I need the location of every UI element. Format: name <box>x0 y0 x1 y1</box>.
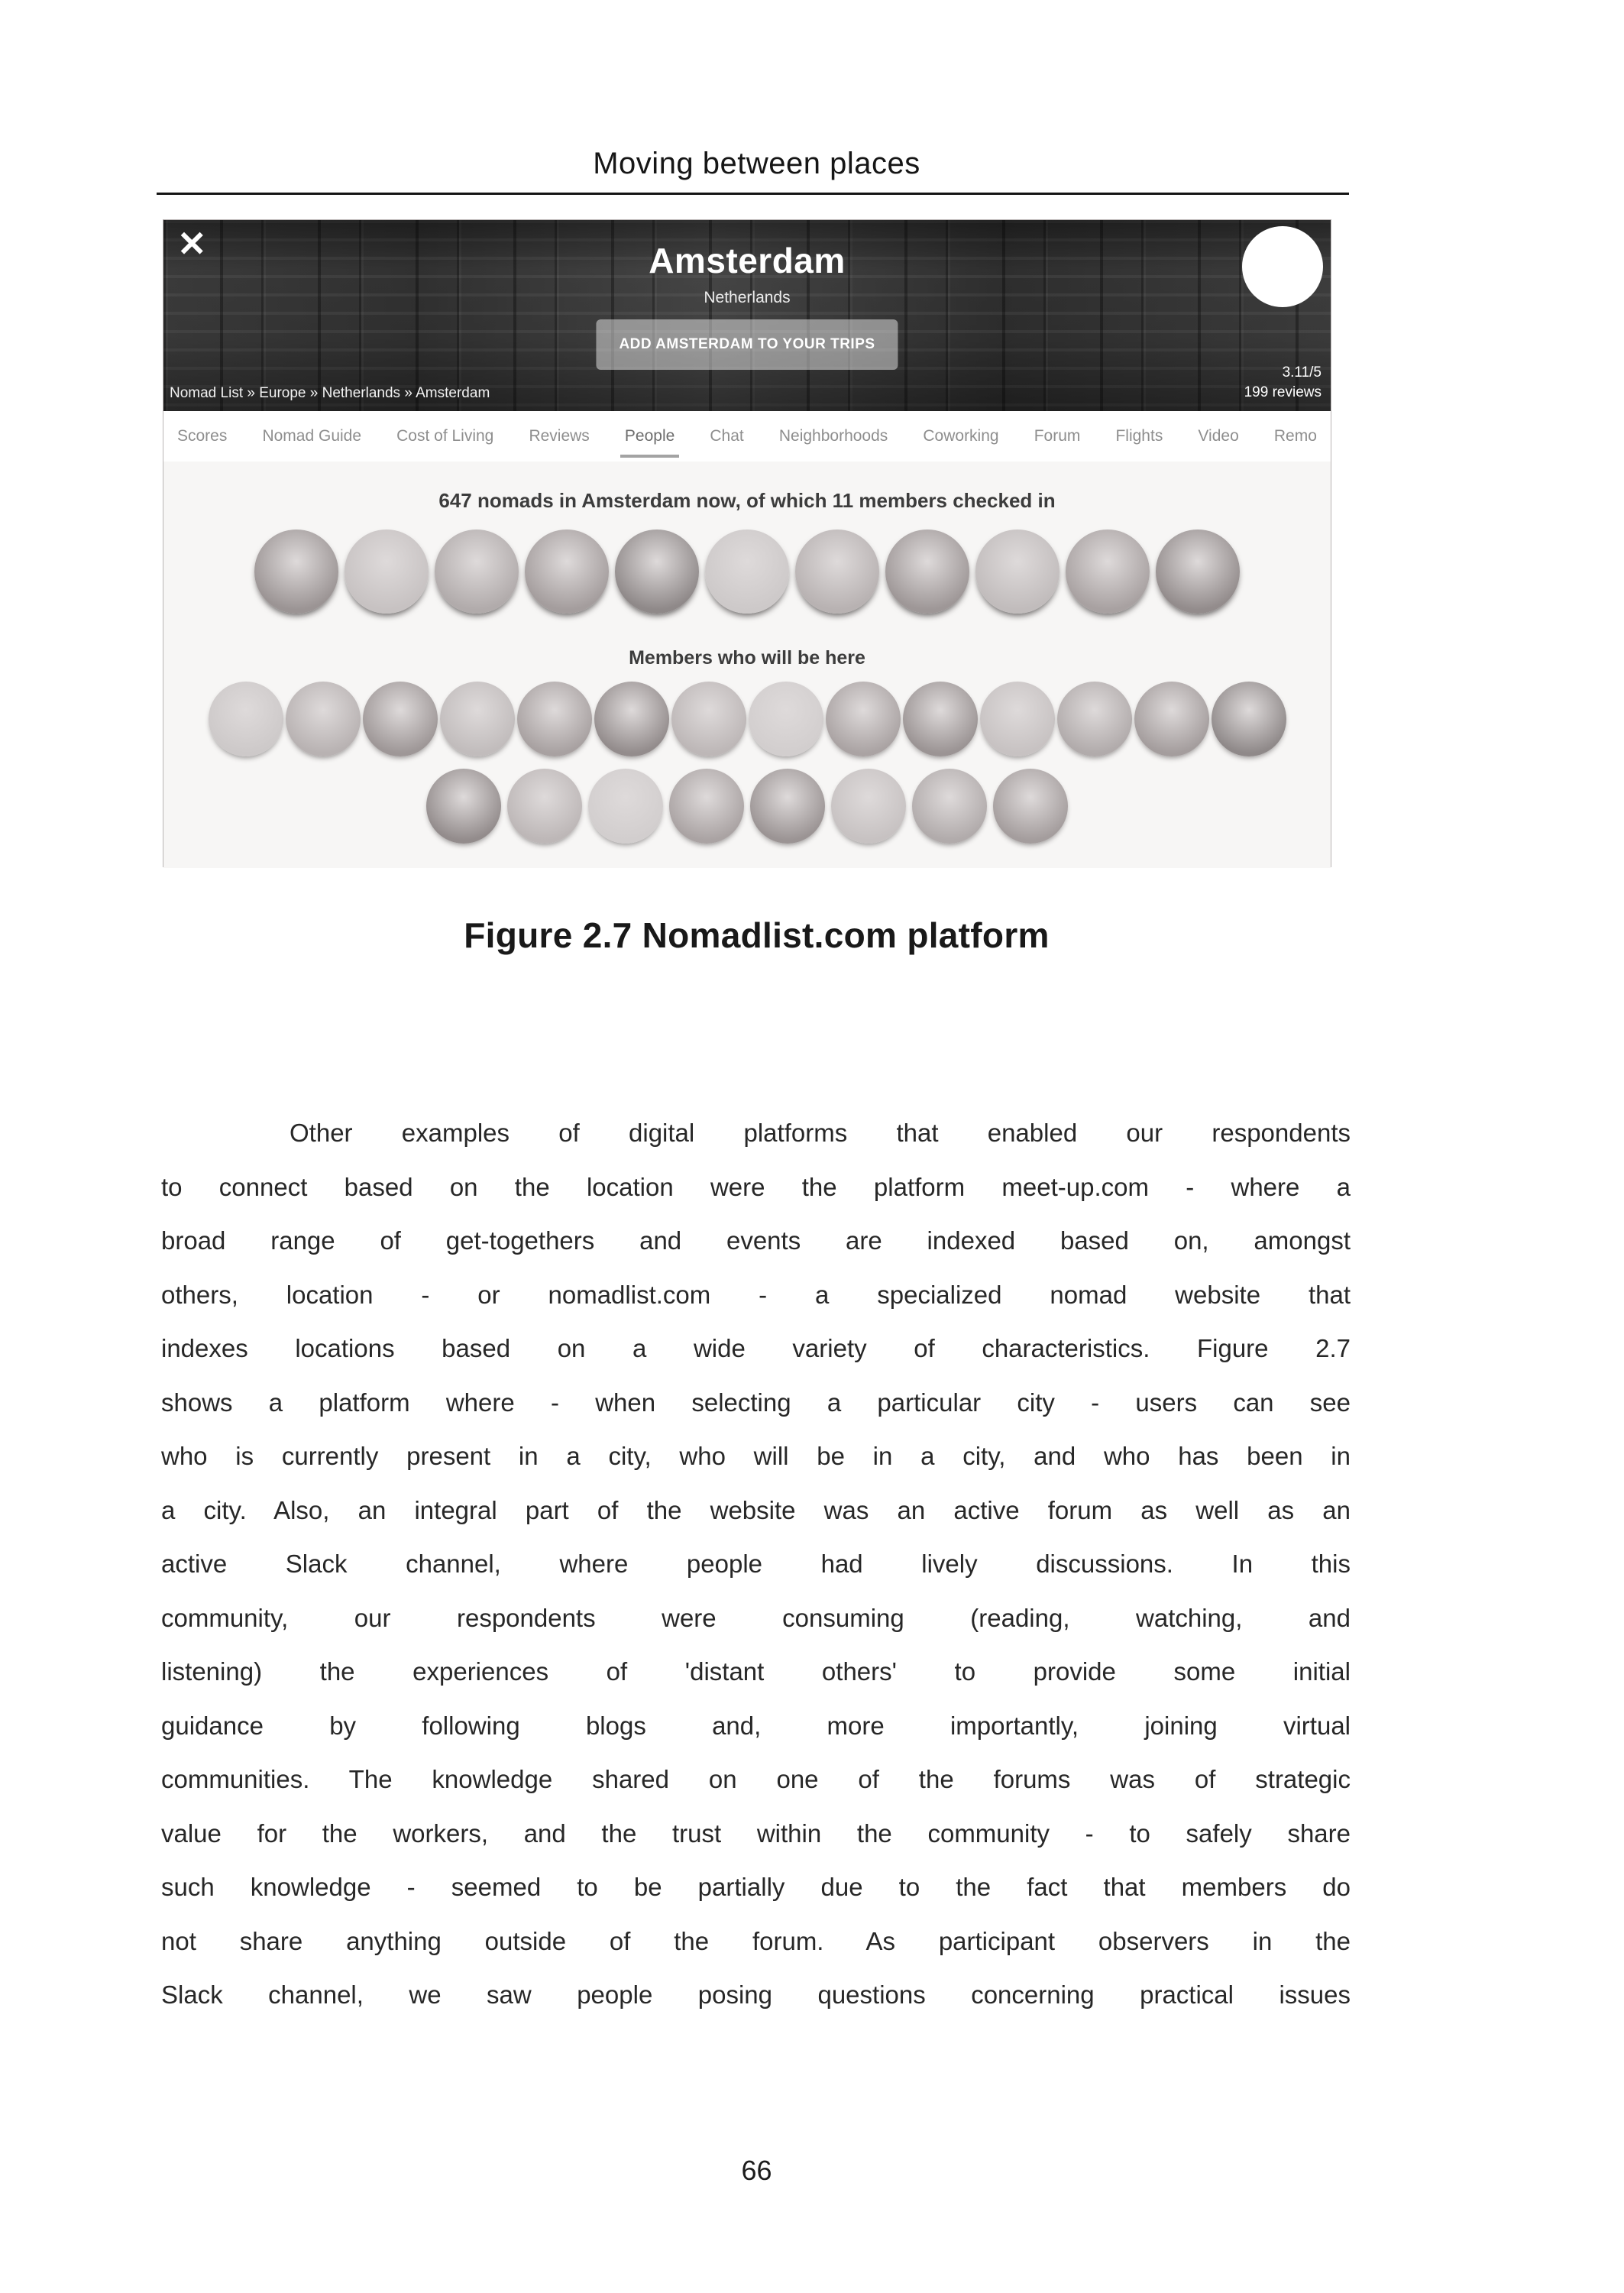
body-line: such knowledge - seemed to be partially due to the fact that members do <box>161 1873 1351 1901</box>
add-to-trips-button[interactable]: ADD AMSTERDAM TO YOUR TRIPS <box>596 319 898 370</box>
body-line: listening) the experiences of 'distant others' to provide some initial <box>161 1657 1351 1686</box>
body-line: indexes locations based on a wide variety of characteristics. Figure 2.7 <box>161 1334 1351 1362</box>
member-avatar[interactable] <box>750 769 825 844</box>
tab-label: Coworking <box>923 427 999 445</box>
nomads-now-heading: 647 nomads in Amsterdam now, of which 11 members checked in <box>438 489 1056 512</box>
body-line: others, location - or nomadlist.com - a specialized nomad website that <box>161 1280 1351 1309</box>
member-avatar[interactable] <box>980 682 1055 756</box>
member-avatar[interactable] <box>671 682 746 756</box>
member-avatar[interactable] <box>588 769 663 844</box>
people-tab-content <box>163 462 1331 868</box>
tab-people[interactable] <box>625 411 675 462</box>
member-avatar[interactable] <box>507 769 582 844</box>
tab-label: Scores <box>177 427 228 445</box>
tab-video[interactable] <box>1198 411 1238 462</box>
breadcrumb[interactable]: Nomad List » Europe » Netherlands » Amsterdam <box>170 385 490 401</box>
country-subtitle: Netherlands <box>704 289 791 306</box>
member-avatar[interactable] <box>286 682 361 756</box>
tab-coworking[interactable] <box>923 411 998 462</box>
member-avatar[interactable] <box>903 682 978 756</box>
body-line: Other examples of digital platforms that enabled our respondents <box>290 1119 1351 1147</box>
member-avatar[interactable] <box>525 530 609 614</box>
tab-forum[interactable] <box>1034 411 1081 462</box>
member-avatar[interactable] <box>749 682 823 756</box>
member-avatar[interactable] <box>1066 530 1150 614</box>
tab-neighborhoods[interactable] <box>779 411 888 462</box>
body-line: not share anything outside of the forum. As participant observers in the <box>161 1926 1351 1955</box>
city-banner <box>163 220 1331 411</box>
member-avatar[interactable] <box>517 682 592 756</box>
avatar-row-checked-in <box>163 530 1331 614</box>
member-avatar[interactable] <box>1134 682 1209 756</box>
member-avatar[interactable] <box>363 682 438 756</box>
tab-nomad-guide[interactable] <box>262 411 361 462</box>
body-line: value for the workers, and the trust within the community - to safely share <box>161 1819 1351 1848</box>
member-avatar[interactable] <box>831 769 906 844</box>
body-paragraph <box>161 1106 1351 2023</box>
tab-label: People <box>624 427 675 445</box>
tab-label: Forum <box>1034 427 1081 445</box>
body-line: communities. The knowledge shared on one of the forums was of strategic <box>161 1765 1351 1793</box>
member-avatar[interactable] <box>885 530 969 614</box>
member-avatar[interactable] <box>795 530 879 614</box>
body-line: to connect based on the location were the platform meet-up.com - where a <box>161 1172 1351 1201</box>
member-avatar[interactable] <box>669 769 744 844</box>
member-avatar[interactable] <box>615 530 699 614</box>
page-number: 66 <box>741 2155 772 2186</box>
member-avatar[interactable] <box>826 682 901 756</box>
body-line: shows a platform where - when selecting a particular city - users can see <box>161 1388 1351 1417</box>
members-will-be-here-heading: Members who will be here <box>629 647 865 669</box>
tab-chat[interactable] <box>710 411 743 462</box>
tab-cost-of-living[interactable] <box>396 411 493 462</box>
tab-flights[interactable] <box>1115 411 1163 462</box>
member-avatar[interactable] <box>345 530 429 614</box>
body-line: a city. Also, an integral part of the website was an active forum as well as an <box>161 1495 1351 1524</box>
tab-label: Remo <box>1273 427 1317 445</box>
body-line: community, our respondents were consuming (reading, watching, and <box>161 1603 1351 1632</box>
member-avatar[interactable] <box>594 682 669 756</box>
rating-value: 3.11/5 <box>1282 364 1322 381</box>
active-tab-underline <box>620 455 679 458</box>
close-icon[interactable]: ✕ <box>177 224 207 264</box>
tab-remo[interactable] <box>1274 411 1317 462</box>
tab-label: Neighborhoods <box>778 427 888 445</box>
city-title: Amsterdam <box>649 241 846 280</box>
nomadlist-screenshot <box>163 219 1331 867</box>
tab-label: Flights <box>1115 427 1163 445</box>
avatar-row-will-be-here-1 <box>163 682 1331 756</box>
header-rule <box>157 193 1349 195</box>
member-avatar[interactable] <box>975 530 1059 614</box>
tab-label: Cost of Living <box>396 427 494 445</box>
member-avatar[interactable] <box>435 530 519 614</box>
body-line: broad range of get-togethers and events are indexed based on, amongst <box>161 1226 1351 1255</box>
member-avatar[interactable] <box>912 769 987 844</box>
rating-box <box>1244 363 1322 403</box>
nav-tabs <box>163 411 1331 462</box>
member-avatar[interactable] <box>254 530 338 614</box>
member-avatar[interactable] <box>1156 530 1240 614</box>
member-avatar[interactable] <box>440 682 515 756</box>
body-line: who is currently present in a city, who will be in a city, and who has been in <box>161 1442 1351 1470</box>
member-avatar[interactable] <box>705 530 789 614</box>
figure-caption: Figure 2.7 Nomadlist.com platform <box>464 915 1050 955</box>
body-line: Slack channel, we saw people posing questions concerning practical issues <box>161 1980 1351 2009</box>
body-line: guidance by following blogs and, more importantly, joining virtual <box>161 1711 1351 1740</box>
member-avatar[interactable] <box>1057 682 1132 756</box>
running-header: Moving between places <box>593 147 920 180</box>
tab-label: Nomad Guide <box>262 427 362 445</box>
body-line: active Slack channel, where people had lively discussions. In this <box>161 1550 1351 1578</box>
tab-label: Chat <box>710 427 744 445</box>
avatar-row-will-be-here-2 <box>163 769 1331 844</box>
member-avatar[interactable] <box>209 682 283 756</box>
tab-scores[interactable] <box>177 411 227 462</box>
member-avatar[interactable] <box>426 769 501 844</box>
tab-label: Video <box>1198 427 1239 445</box>
tab-label: Reviews <box>529 427 590 445</box>
tab-reviews[interactable] <box>529 411 589 462</box>
reviews-count[interactable]: 199 reviews <box>1244 384 1322 401</box>
member-avatar[interactable] <box>1212 682 1286 756</box>
member-avatar[interactable] <box>993 769 1068 844</box>
